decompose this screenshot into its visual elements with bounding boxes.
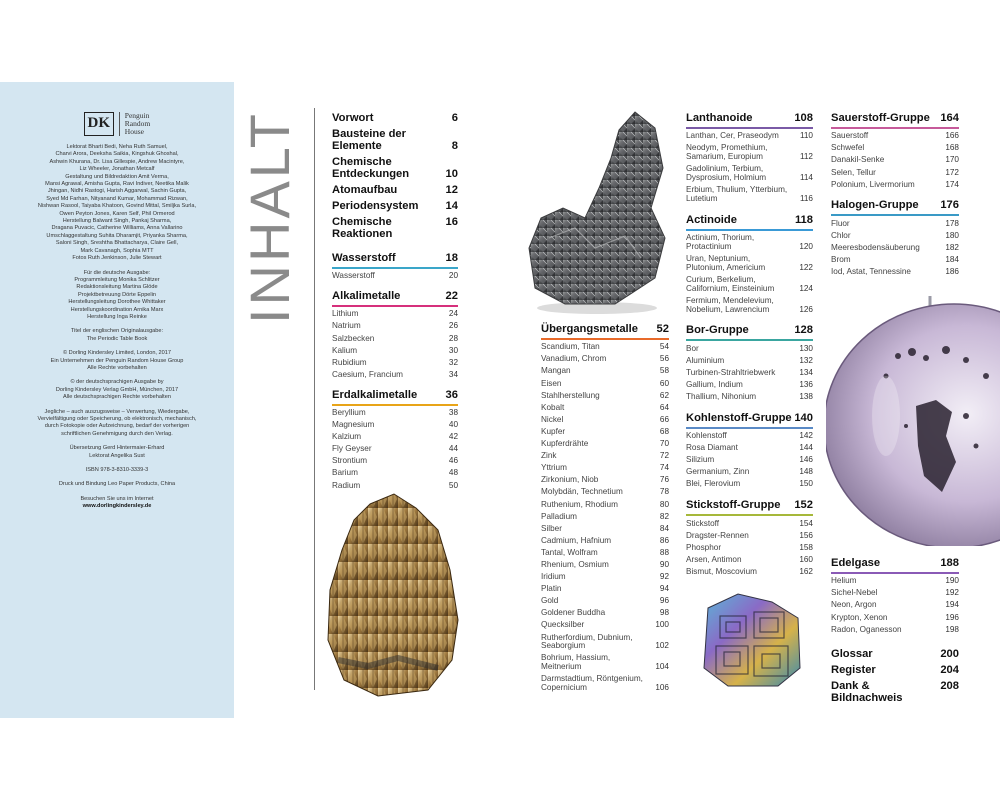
toc-entry[interactable]: Iridium 92 — [541, 572, 669, 582]
toc-column-2 — [541, 323, 669, 693]
toc-column-3 — [686, 112, 813, 577]
toc-column-4-lower — [831, 557, 959, 708]
toc-entry[interactable]: Barium 48 — [332, 468, 458, 478]
publisher-logo — [10, 112, 224, 136]
toc-entry[interactable]: Danakil-Senke 170 — [831, 155, 959, 165]
toc-entry[interactable]: Chlor 180 — [831, 230, 959, 240]
credits: Lektorat Bharti Bedi, Neha Ruth Samuel, Charvi Arora, Deeksha Saikia, Kingshuk Ghoshal, Ashwin Khurana, Dr. Lisa Gillespie, Andrew Macintyre, Liz Wheeler, Jonathan Metcalf Gestaltung und Bildredaktion Amit Verma, Mansi Agrawal, Amisha Gupta, Ravi Indiver, Neetika Malik Jhingan, Nidhi Rastogi, Harish Aggarwal, Sachin Gupta, Syed Md Farhan, Nityanand Kumar, Mohammad Rizwan, Nishwan Rasool, Taiyaba Khatoon, Govind Mittal, Smiljka Surla, Owen Peyton Jones, Karen Self, Phil Ormerod Herstellung Balwant Singh, Pankaj Sharma, Dragana Puvacic, Catherine Williams, Anna Vallarino Umschlaggestaltung Suhita Dharamjit, Priyanka Sharma, Saloni Singh, Sreshtha Bhattacharya, Claire Gell, Mark Cavanagh, Sophia MTT Fotos Ruth Jenkinson, Julie Stewart — [37, 144, 197, 262]
toc-entry[interactable]: Nickel 66 — [541, 414, 669, 424]
toc-entry[interactable]: Quecksilber 100 — [541, 620, 669, 630]
translation-credits: Übersetzung Gerd Hintermaier-Erhard Lektorat Angelika Sust — [69, 445, 165, 459]
toc-entry[interactable]: Platin 94 — [541, 584, 669, 594]
toc-entry[interactable]: Thallium, Nihonium 138 — [686, 392, 813, 401]
toc-entry[interactable]: Kohlenstoff 142 — [686, 431, 813, 441]
toc-entry[interactable]: Silber 84 — [541, 523, 669, 533]
toc-entry[interactable]: Ruthenium, Rhodium 80 — [541, 499, 669, 509]
toc-entry[interactable]: Phosphor 158 — [686, 542, 813, 552]
dk-logo: DK — [84, 112, 114, 136]
toc-entry-periodensystem[interactable]: Periodensystem 14 — [332, 200, 458, 212]
toc-entry[interactable]: Bismut, Moscovium 162 — [686, 566, 813, 576]
toc-entry[interactable]: Neodym, Promethium, Samarium, Europium 112 — [686, 143, 813, 162]
gold-crystal-image — [318, 490, 470, 700]
toc-entry[interactable]: Caesium, Francium 34 — [332, 369, 458, 379]
toc-entry[interactable]: Strontium 46 — [332, 456, 458, 466]
toc-entry[interactable]: Actinium, Thorium, Protactinium 120 — [686, 233, 813, 251]
toc-entry[interactable]: Selen, Tellur 172 — [831, 167, 959, 177]
toc-entry[interactable]: Tantal, Wolfram 88 — [541, 547, 669, 557]
toc-entry[interactable]: Sichel-Nebel 192 — [831, 588, 959, 598]
toc-entry-reaktionen[interactable]: Chemische Reaktionen 16 — [332, 216, 458, 240]
toc-entry[interactable]: Dragster-Rennen 156 — [686, 530, 813, 540]
original-title: Titel der englischen Originalausgabe: The Periodic Table Book — [70, 328, 164, 342]
toc-entry[interactable]: Kupfer 68 — [541, 426, 669, 436]
toc-entry[interactable]: Palladium 82 — [541, 511, 669, 521]
bismuth-crystal-image — [698, 588, 806, 690]
toc-entry[interactable]: Wasserstoff 20 — [332, 271, 458, 281]
website-link[interactable]: www.dorlingkindersley.de — [82, 503, 152, 510]
toc-entry[interactable]: Turbinen-Strahltriebwerk 134 — [686, 367, 813, 377]
toc-entry[interactable]: Stahlherstellung 62 — [541, 390, 669, 400]
toc-entry[interactable]: Rubidium 32 — [332, 357, 458, 367]
toc-entry[interactable]: Molybdän, Technetium 78 — [541, 487, 669, 497]
section-bor-gruppe[interactable]: Bor-Gruppe 128 — [686, 324, 813, 341]
toc-entry[interactable]: Kalzium 42 — [332, 432, 458, 442]
toc-entry[interactable]: Fly Geyser 44 — [332, 444, 458, 454]
grey-crystal-image — [515, 108, 677, 318]
toc-entry[interactable]: Sauerstoff 166 — [831, 131, 959, 141]
section-erdalkalimetalle[interactable]: Erdalkalimetalle 36 — [332, 389, 458, 406]
title-divider — [314, 108, 315, 690]
toc-entry[interactable]: Bor 130 — [686, 343, 813, 353]
rights-notice: Jegliche – auch auszugsweise – Verwertung, Wiedergabe, Vervielfältigung oder Speicherung, ob elektronisch, mechanisch, durch Fotokopie oder Aufzeichnung, bedarf der vorherigen schriftlichen Genehmigung durch den Verlag. — [37, 408, 197, 437]
section-edelgase[interactable]: Edelgase 188 — [831, 557, 959, 574]
toc-entry[interactable]: Gallium, Indium 136 — [686, 379, 813, 389]
visit-text: Besuchen Sie uns im Internet — [80, 495, 154, 502]
toc-entry[interactable]: Rutherfordium, Dubnium, Seaborgium 102 — [541, 632, 669, 651]
toc-entry-register[interactable]: Register 204 — [831, 664, 959, 677]
toc-entry[interactable]: Cadmium, Hafnium 86 — [541, 535, 669, 545]
section-kohlenstoff-gruppe[interactable]: Kohlenstoff-Gruppe 140 — [686, 412, 813, 429]
imprint-panel — [0, 82, 234, 718]
copyright-german: © der deutschsprachigen Ausgabe by Dorling Kindersley Verlag GmbH, München, 2017 Alle deutschsprachigen Rechte vorbehalten — [55, 379, 179, 401]
toc-entry[interactable]: Radon, Oganesson 198 — [831, 624, 959, 634]
section-sauerstoff-gruppe[interactable]: Sauerstoff-Gruppe 164 — [831, 112, 959, 129]
section-actinoide[interactable]: Actinoide 118 — [686, 214, 813, 231]
section-wasserstoff[interactable]: Wasserstoff 18 — [332, 252, 458, 269]
toc-entry[interactable]: Darmstadtium, Röntgenium, Copernicium 106 — [541, 674, 669, 693]
glass-ampoule-image — [826, 296, 1000, 546]
toc-entry[interactable]: Aluminium 132 — [686, 355, 813, 365]
toc-entry[interactable]: Blei, Flerovium 150 — [686, 479, 813, 489]
toc-entry[interactable]: Stickstoff 154 — [686, 518, 813, 528]
section-stickstoff-gruppe[interactable]: Stickstoff-Gruppe 152 — [686, 499, 813, 516]
toc-entry-dank[interactable]: Dank & Bildnachweis 208 — [831, 680, 959, 705]
toc-entry[interactable]: Lanthan, Cer, Praseodym 110 — [686, 131, 813, 141]
toc-entry[interactable]: Vanadium, Chrom 56 — [541, 354, 669, 364]
toc-entry[interactable]: Eisen 60 — [541, 378, 669, 388]
toc-entry[interactable]: Beryllium 38 — [332, 407, 458, 417]
section-lanthanoide[interactable]: Lanthanoide 108 — [686, 112, 813, 129]
isbn: ISBN 978-3-8310-3339-3 — [85, 467, 149, 474]
toc-entry[interactable]: Rosa Diamant 144 — [686, 443, 813, 453]
toc-entry[interactable]: Lithium 24 — [332, 309, 458, 319]
toc-entry[interactable]: Gold 96 — [541, 596, 669, 606]
toc-entry[interactable]: Goldener Buddha 98 — [541, 608, 669, 618]
toc-entry[interactable]: Rhenium, Osmium 90 — [541, 559, 669, 569]
toc-entry[interactable]: Bohrium, Hassium, Meitnerium 104 — [541, 653, 669, 672]
toc-entry-atomaufbau[interactable]: Atomaufbau 12 — [332, 184, 458, 196]
page-title: INHALT — [237, 110, 301, 324]
toc-entry[interactable]: Curium, Berkelium, Californium, Einsteinium 124 — [686, 274, 813, 293]
section-uebergangsmetalle[interactable]: Übergangsmetalle 52 — [541, 323, 669, 340]
section-halogen-gruppe[interactable]: Halogen-Gruppe 176 — [831, 199, 959, 216]
toc-entry[interactable]: Zirkonium, Niob 76 — [541, 475, 669, 485]
toc-entry[interactable]: Zink 72 — [541, 451, 669, 461]
toc-entry[interactable]: Kobalt 64 — [541, 402, 669, 412]
toc-entry[interactable]: Arsen, Antimon 160 — [686, 554, 813, 564]
toc-entry[interactable]: Kupferdrähte 70 — [541, 439, 669, 449]
toc-entry-vorwort[interactable]: Vorwort 6 — [332, 112, 458, 124]
toc-column-1 — [332, 112, 458, 490]
toc-entry[interactable]: Gadolinium, Terbium, Dysprosium, Holmium 114 — [686, 164, 813, 183]
toc-column-4 — [831, 112, 959, 277]
toc-entry-bausteine[interactable]: Bausteine der Elemente 8 — [332, 128, 458, 152]
copyright-english: © Dorling Kindersley Limited, London, 2017 Ein Unternehmen der Penguin Random House Group Alle Rechte vorbehalten — [50, 350, 184, 371]
toc-entry[interactable]: Erbium, Thulium, Ytterbium, Lutetium 116 — [686, 185, 813, 203]
toc-entry[interactable]: Salzbecken 28 — [332, 333, 458, 343]
toc-entry[interactable]: Neon, Argon 194 — [831, 600, 959, 610]
toc-entry-entdeckungen[interactable]: Chemische Entdeckungen 10 — [332, 156, 458, 180]
toc-entry[interactable]: Silizium 146 — [686, 455, 813, 465]
toc-entry[interactable]: Natrium 26 — [332, 321, 458, 331]
toc-entry[interactable]: Brom 184 — [831, 255, 959, 265]
toc-entry[interactable]: Schwefel 168 — [831, 143, 959, 153]
toc-entry[interactable]: Fluor 178 — [831, 218, 959, 228]
toc-entry[interactable]: Iod, Astat, Tennessine 186 — [831, 267, 959, 277]
toc-entry[interactable]: Fermium, Mendelevium, Nobelium, Lawrencium 126 — [686, 295, 813, 314]
toc-entry[interactable]: Kalium 30 — [332, 345, 458, 355]
toc-entry[interactable]: Germanium, Zinn 148 — [686, 467, 813, 477]
toc-entry[interactable]: Krypton, Xenon 196 — [831, 612, 959, 622]
toc-entry[interactable]: Yttrium 74 — [541, 463, 669, 473]
print-info: Druck und Bindung Leo Paper Products, China — [58, 481, 176, 488]
toc-entry[interactable]: Magnesium 40 — [332, 420, 458, 430]
toc-entry-glossar[interactable]: Glossar 200 — [831, 648, 959, 661]
toc-entry[interactable]: Radium 50 — [332, 480, 458, 490]
penguin-random-house-logo: Penguin Random House — [119, 112, 150, 136]
toc-entry[interactable]: Scandium, Titan 54 — [541, 342, 669, 352]
toc-entry[interactable]: Helium 190 — [831, 576, 959, 586]
section-alkalimetalle[interactable]: Alkalimetalle 22 — [332, 290, 458, 307]
toc-entry[interactable]: Mangan 58 — [541, 366, 669, 376]
toc-entry[interactable]: Meeresbodensäuberung 182 — [831, 242, 959, 252]
toc-entry[interactable]: Uran, Neptunium, Plutonium, Americium 122 — [686, 253, 813, 272]
toc-entry[interactable]: Polonium, Livermorium 174 — [831, 179, 959, 189]
german-edition-credits: Für die deutsche Ausgabe: Programmleitung Monika Schlitzer Redaktionsleitung Martina Glöde Projektbetreuung Dörte Eppelin Herstellungsleitung Dorothee Whittaker Herstellungskoordination Arnika Marx Herstellung Inga Reinke — [68, 269, 166, 320]
